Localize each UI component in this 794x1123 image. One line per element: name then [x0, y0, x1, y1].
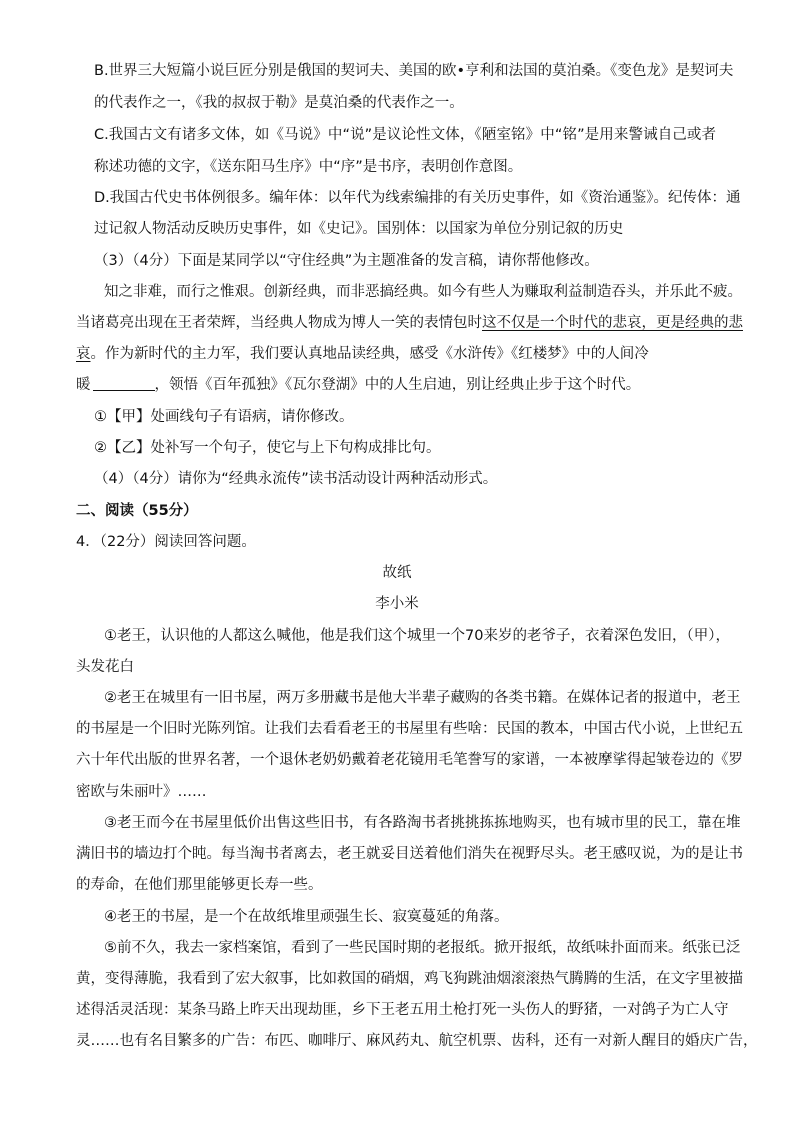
passage-line4: [76, 375, 640, 395]
option-d-line2: 过记叙人物活动反映历史事件，如《史记》。国别体：以国家为单位分别记叙的历史: [94, 221, 624, 237]
passage-line1: 知之非难，而行之惟艰。创新经典，而非恶搞经典。如今有些人为赚取利益制造吞头，并乐此不疲。: [104, 284, 742, 300]
passage-line4-start: 暖: [76, 377, 91, 393]
paragraph-5-line2: 黄，变得薄脆，我看到了宏大叙事，比如救国的硝烟，鸡飞狗跳油烟滚滚热气腾腾的生活，在文字里被描: [76, 971, 743, 987]
question-3-prompt: （3）（4分）下面是某同学以“守住经典”为主题准备的发言稿，请你帮他修改。: [94, 253, 599, 269]
underlined-sentence-part2: 哀: [76, 346, 91, 362]
passage-line2-text: 当诸葛亮出现在王者荣辉，当经典人物成为博人一笑的表情包时: [76, 315, 482, 331]
option-d-line1: D.我国古代史书体例很多。编年体：以年代为线索编排的有关历史事件，如《资治通鉴》。纪传体：通: [94, 190, 741, 206]
passage-line4-text: ，领悟《百年孤独》《瓦尔登湖》中的人生启迪，别让经典止步于这个时代。: [154, 377, 641, 393]
paragraph-3-line3: 的寿命，在他们那里能够更长寿一些。: [76, 877, 323, 893]
sub-question-1: ①【甲】处画线句子有语病，请你修改。: [94, 409, 354, 425]
question-4-prompt: （4）（4分）请你为“经典永流传”读书活动设计两种活动形式。: [94, 471, 498, 487]
paragraph-5-line3: 述得活灵活现：某条马路上昨天出现劫匪，乡下王老五用土枪打死一头伤人的野猪，一对鸽子为亡人守: [76, 1002, 729, 1018]
passage-line3: [76, 344, 724, 364]
question-4-main: 4．（22分）阅读回答问题。: [76, 534, 256, 550]
passage-line3-text: 。作为新时代的主力军，我们要认真地品读经典，感受《水浒传》《红楼梦》中的人间冷: [90, 346, 649, 362]
option-b-line1: B.世界三大短篇小说巨匠分别是俄国的契诃夫、美国的欧•亨利和法国的莫泊桑。《变色龙》是契诃夫: [94, 63, 734, 79]
sub-question-2: ②【乙】处补写一个句子，使它与上下句构成排比句。: [94, 440, 441, 456]
paragraph-1-line1: ①老王，认识他的人都这么喊他，他是我们这个城里一个70来岁的老爷子，衣着深色发旧，（甲），: [104, 628, 730, 644]
paragraph-2-line1: ②老王在城里有一旧书屋，两万多册藏书是他大半辈子藏购的各类书籍。在媒体记者的报道中，老王: [104, 690, 741, 706]
paragraph-5-line1: ⑤前不久，我去一家档案馆，看到了一些民国时期的老报纸。掀开报纸，故纸味扑面而来。纸张已泛: [104, 940, 741, 956]
passage-line2: [76, 313, 743, 333]
paragraph-3-line2: 满旧书的墙边打个盹。每当淘书者离去，老王就妥目送着他们消失在视野尽头。老王感叹说，为的是让书: [76, 846, 743, 862]
option-b-line2: 的代表作之一，《我的叔叔于勒》是莫泊桑的代表作之一。: [94, 95, 464, 111]
article-author: 李小米: [375, 596, 419, 612]
paragraph-2-line4: 密欧与朱丽叶》……: [76, 784, 207, 800]
option-c-line1: C.我国古文有诸多文体，如《马说》中“说”是议论性文体，《陋室铭》中“铭”是用来警诫自己或者: [94, 127, 716, 143]
paragraph-2-line2: 的书屋是一个旧时光陈列馆。让我们去看看老王的书屋里有些啥：民国的教本，中国古代小说，上世纪五: [76, 721, 743, 737]
fill-in-blank[interactable]: [93, 376, 155, 391]
underlined-sentence-part1: 这不仅是一个时代的悲哀，更是经典的悲: [482, 315, 743, 331]
paragraph-1-line2: 头发花白: [76, 659, 134, 675]
paragraph-4-line1: ④老王的书屋，是一个在故纸堆里顽强生长、寂寞蔓延的角落。: [104, 909, 509, 925]
paragraph-3-line1: ③老王而今在书屋里低价出售这些旧书，有各路淘书者挑挑拣拣地购买，也有城市里的民工，靠在堆: [104, 815, 741, 831]
article-title: 故纸: [382, 565, 412, 581]
paragraph-2-line3: 六十年代出版的世界名著，一个退休老奶奶戴着老花镜用毛笔誊写的家谱，一本被摩挲得起皱卷边的《罗: [76, 752, 743, 768]
section-heading: 二、阅读（55分）: [76, 503, 198, 519]
paragraph-5-line4: 灵……也有名目繁多的广告：布匹、咖啡厅、麻风药丸、航空机票、齿科，还有一对新人醒目的婚庆广告，: [76, 1033, 758, 1049]
option-c-line2: 称述功德的文字，《送东阳马生序》中“序”是书序，表明创作意图。: [94, 159, 523, 175]
